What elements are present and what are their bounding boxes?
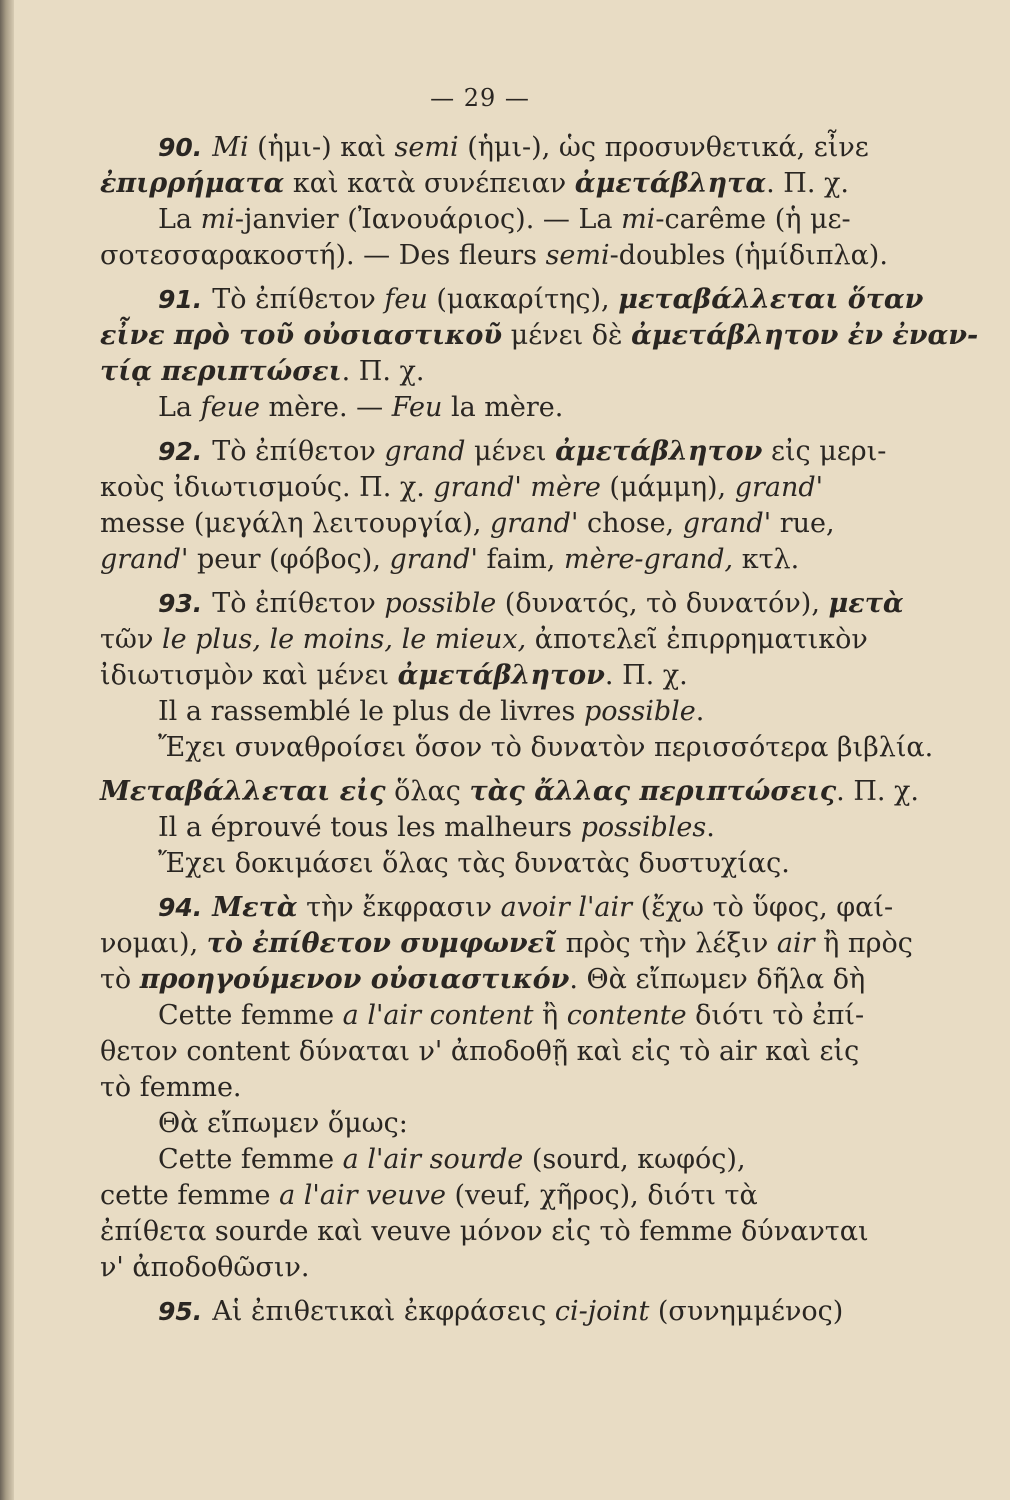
section-number: 93. bbox=[158, 589, 203, 618]
text: Αἱ ἐπιθετικαὶ ἐκφράσεις bbox=[212, 1296, 555, 1327]
line bbox=[100, 998, 865, 1034]
text: (veuf, χῆρος), διότι τὰ bbox=[445, 1180, 758, 1211]
term: avoir l'air bbox=[500, 892, 633, 923]
line: ν' ἀποδοθῶσιν. bbox=[100, 1252, 310, 1283]
text: ἢ bbox=[533, 1000, 567, 1031]
text: μένει bbox=[465, 436, 556, 467]
text: (ἡμι-) καὶ bbox=[248, 132, 395, 163]
text: Cette femme bbox=[158, 1144, 343, 1175]
line bbox=[100, 658, 860, 694]
emphasis: ἐπιρρήματα bbox=[100, 168, 285, 199]
text: Τὸ ἐπίθετον bbox=[212, 588, 385, 619]
emphasis: τίᾳ περιπτώσει bbox=[100, 356, 342, 387]
text: . bbox=[695, 696, 705, 727]
page-number: — 29 — bbox=[430, 84, 530, 112]
term: Feu bbox=[391, 392, 443, 423]
section-93 bbox=[100, 586, 934, 882]
section-number: 90. bbox=[158, 133, 203, 162]
emphasis: ἀμετάβλητον ἐν ἐναν- bbox=[631, 320, 979, 351]
text: . bbox=[706, 812, 715, 843]
line bbox=[100, 470, 860, 506]
line bbox=[100, 1142, 860, 1178]
text: καὶ κατὰ συνέπειαν bbox=[284, 168, 575, 199]
line bbox=[100, 434, 887, 470]
text: κοὺς ἰδιωτισμούς. Π. χ. bbox=[100, 472, 434, 503]
text: cette femme bbox=[100, 1180, 280, 1211]
line: Θὰ εἴπωμεν ὅμως: bbox=[158, 1108, 408, 1139]
line: θετον content δύναται ν' ἀποδοθῇ καὶ εἰς τὸ air καὶ εἰς bbox=[100, 1036, 860, 1067]
text: messe (μεγάλη λειτουργία), bbox=[100, 508, 490, 539]
line bbox=[100, 810, 860, 846]
line: Ἔχει συναθροίσει ὅσον τὸ δυνατὸν περισσότερα βιβλία. bbox=[158, 732, 934, 763]
term: grand' mère bbox=[433, 472, 601, 503]
emphasis: μεταβάλλεται ὅταν bbox=[618, 284, 924, 315]
term: a l'air veuve bbox=[279, 1180, 446, 1211]
text: τὴν ἔκφρασιν bbox=[297, 892, 501, 923]
line bbox=[100, 166, 860, 202]
line bbox=[100, 390, 860, 426]
line bbox=[100, 130, 869, 166]
text: Il a éprouvé tous les malheurs bbox=[158, 812, 581, 843]
text: ὅλας bbox=[385, 776, 470, 807]
text: Il a rassemblé le plus de livres bbox=[158, 696, 584, 727]
section-number: 94. bbox=[158, 893, 203, 922]
text: (sourd, κωφός), bbox=[523, 1144, 746, 1175]
emphasis: εἶνε πρὸ τοῦ οὐσιαστικοῦ bbox=[100, 320, 503, 351]
text: (μακαρίτης), bbox=[427, 284, 619, 315]
text: la mère. bbox=[442, 392, 564, 423]
line: τὸ femme. bbox=[100, 1072, 242, 1103]
section-90 bbox=[100, 130, 888, 274]
emphasis: Μεταβάλλεται εἰς bbox=[100, 776, 386, 807]
line bbox=[100, 202, 860, 238]
term: grand' bbox=[489, 508, 579, 539]
term: contente bbox=[566, 1000, 687, 1031]
term: grand' bbox=[734, 472, 824, 503]
line bbox=[100, 622, 868, 658]
text: rue, bbox=[771, 508, 835, 539]
emphasis: ἀμετάβλητα bbox=[574, 168, 767, 199]
line bbox=[100, 1294, 860, 1330]
text: ἀποτελεῖ ἐπιρρηματικὸν bbox=[526, 624, 868, 655]
term: possibles bbox=[580, 812, 707, 843]
text: peur (φόβος), bbox=[188, 544, 390, 575]
text: πρὸς τὴν λέξιν bbox=[557, 928, 777, 959]
term: mère-grand, bbox=[563, 544, 734, 575]
term: air bbox=[776, 928, 815, 959]
text: τὸ bbox=[100, 964, 140, 995]
line bbox=[100, 586, 904, 622]
emphasis: τὰς ἄλλας περιπτώσεις bbox=[469, 776, 837, 807]
term: mi bbox=[200, 204, 235, 235]
term: possible bbox=[384, 588, 497, 619]
line bbox=[100, 542, 860, 578]
section-number: 95. bbox=[158, 1297, 203, 1326]
text: La bbox=[158, 392, 201, 423]
text: (μάμμη), bbox=[600, 472, 735, 503]
term: ci-joint bbox=[554, 1296, 650, 1327]
term: a l'air content bbox=[342, 1000, 534, 1031]
line bbox=[100, 694, 860, 730]
page-body bbox=[100, 80, 979, 1338]
term: a l'air sourde bbox=[342, 1144, 524, 1175]
term: grand bbox=[384, 436, 466, 467]
text: -janvier (Ἰανουάριος). — La bbox=[234, 204, 622, 235]
line bbox=[100, 318, 979, 354]
emphasis: προηγούμενον οὐσιαστικόν bbox=[139, 964, 570, 995]
term: semi bbox=[545, 240, 610, 271]
emphasis: μετὰ bbox=[828, 588, 904, 619]
text: (ἡμι-), ὡς προσυνθετικά, εἶνε bbox=[458, 132, 869, 163]
spacer bbox=[100, 766, 860, 774]
text: διότι τὸ ἐπί- bbox=[686, 1000, 865, 1031]
emphasis: τὸ ἐπίθετον συμφωνεῖ bbox=[206, 928, 558, 959]
line bbox=[100, 1178, 860, 1214]
text: νομαι), bbox=[100, 928, 207, 959]
text: La bbox=[158, 204, 201, 235]
term: grand' bbox=[389, 544, 478, 575]
line bbox=[100, 354, 860, 390]
text: -doubles (ἡμίδιπλα). bbox=[609, 240, 888, 271]
emphasis: ἀμετάβλητον bbox=[555, 436, 763, 467]
text: Τὸ ἐπίθετον bbox=[212, 284, 385, 315]
text: ἰδιωτισμὸν καὶ μένει bbox=[100, 660, 398, 691]
text: (ἔχω τὸ ὕφος, φαί- bbox=[632, 892, 894, 923]
line bbox=[100, 238, 888, 274]
text: . Π. χ. bbox=[604, 660, 688, 691]
text: chose, bbox=[578, 508, 683, 539]
text: εἰς μερι- bbox=[762, 436, 887, 467]
text: κτλ. bbox=[733, 544, 800, 575]
line bbox=[100, 282, 924, 318]
book-spine-edge bbox=[0, 0, 14, 1500]
line bbox=[100, 774, 919, 810]
text: mère. — bbox=[259, 392, 392, 423]
line: Ἔχει δοκιμάσει ὅλας τὰς δυνατὰς δυστυχίας. bbox=[158, 848, 790, 879]
section-number: 91. bbox=[158, 285, 203, 314]
section-94 bbox=[100, 890, 913, 1286]
term: grand' bbox=[682, 508, 772, 539]
line: ἐπίθετα sourde καὶ veuve μόνον εἰς τὸ femme δύνανται bbox=[100, 1216, 869, 1247]
text: τῶν bbox=[100, 624, 162, 655]
section-92 bbox=[100, 434, 887, 578]
text: Cette femme bbox=[158, 1000, 343, 1031]
text: (δυνατός, τὸ δυνατόν), bbox=[496, 588, 829, 619]
term: feu bbox=[384, 284, 428, 315]
term: mi bbox=[621, 204, 656, 235]
term: Mi bbox=[212, 132, 249, 163]
emphasis: ἀμετάβλητον bbox=[397, 660, 605, 691]
text: σοτεσσαρακοστή). — Des fleurs bbox=[100, 240, 546, 271]
section-91 bbox=[100, 282, 979, 426]
text: faim, bbox=[477, 544, 564, 575]
line bbox=[100, 506, 860, 542]
line bbox=[100, 962, 866, 998]
text: ἢ πρὸς bbox=[814, 928, 913, 959]
term: feue bbox=[200, 392, 260, 423]
text: Τὸ ἐπίθετον bbox=[212, 436, 385, 467]
text: . Π. χ. bbox=[836, 776, 919, 807]
text: . Π. χ. bbox=[341, 356, 425, 387]
text: (συνημμένος) bbox=[649, 1296, 844, 1327]
text: . Θὰ εἴπωμεν δῆλα δὴ bbox=[569, 964, 866, 995]
term: possible bbox=[583, 696, 696, 727]
text: μένει δὲ bbox=[502, 320, 632, 351]
emphasis: Μετὰ bbox=[212, 892, 298, 923]
line bbox=[100, 890, 894, 926]
term: le plus, le moins, le mieux, bbox=[161, 624, 527, 655]
text: . Π. χ. bbox=[766, 168, 849, 199]
term: grand' bbox=[100, 544, 189, 575]
line bbox=[100, 926, 913, 962]
text: -carême (ἡ με- bbox=[655, 204, 851, 235]
section-number: 92. bbox=[158, 437, 203, 466]
term: semi bbox=[394, 132, 459, 163]
section-95 bbox=[100, 1294, 860, 1330]
